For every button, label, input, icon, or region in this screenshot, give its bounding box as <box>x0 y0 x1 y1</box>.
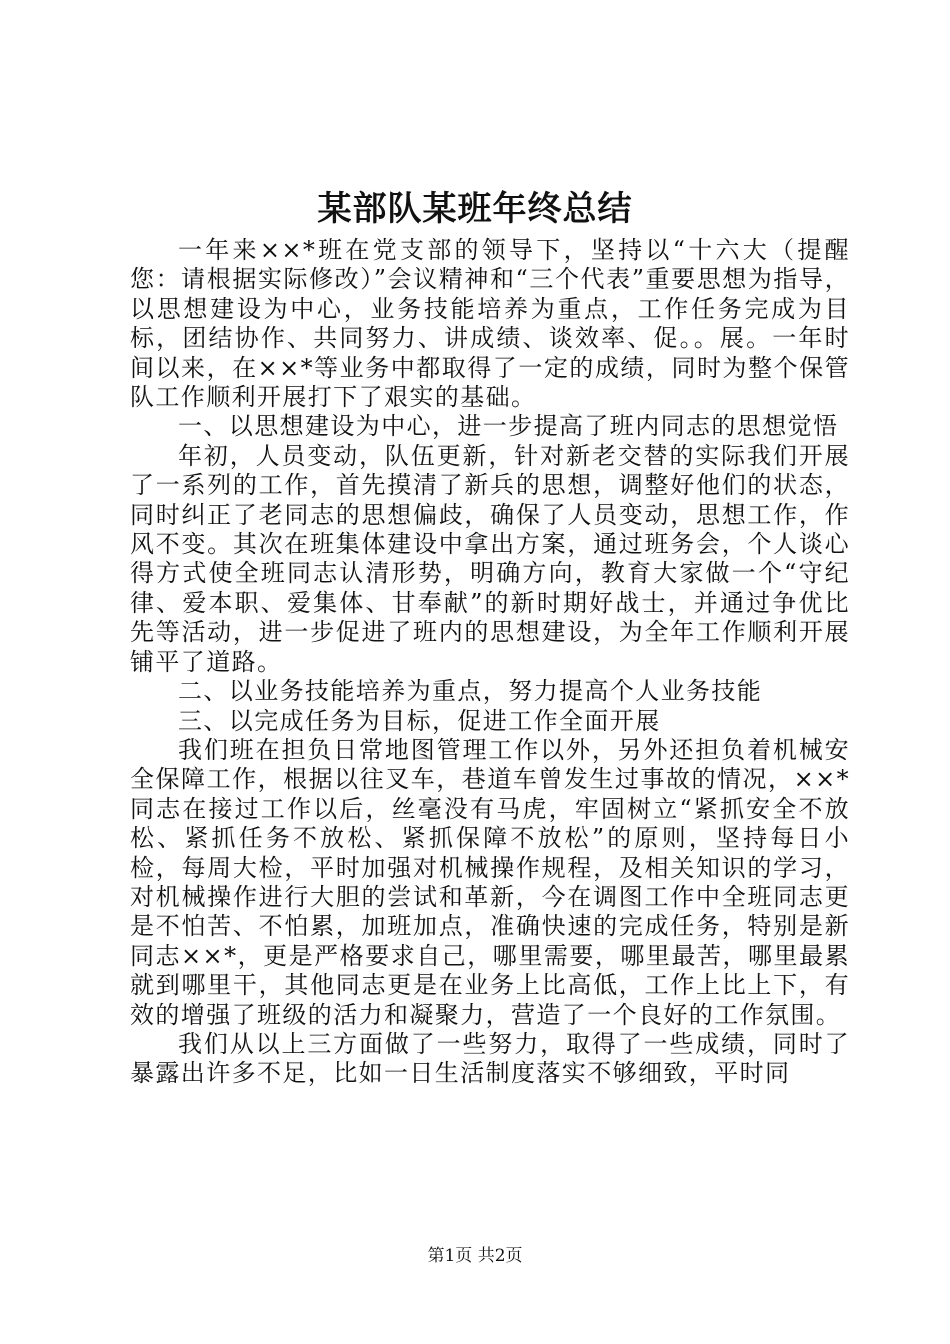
section-heading-1: 一、以思想建设为中心，进一步提高了班内同志的思想觉悟 <box>178 412 839 441</box>
section-heading-3: 三、以完成任务为目标，促进工作全面开展 <box>178 706 661 735</box>
page-number-footer: 第1页 共2页 <box>427 1246 523 1266</box>
section-heading-2: 二、以业务技能培养为重点，努力提高个人业务技能 <box>178 677 763 706</box>
paragraph-intro: 一年来××*班在党支部的领导下，坚持以“十六大（提醒您：请根据实际修改）”会议精神和“三个代表”重要思想为指导，以思想建设为中心，业务技能培养为重点，工作任务完成为目标，团结协作、共同努力、讲成绩、谈效率、促。。展。一年时间以来，在××*等业务中都取得了一定的成绩，同时为整个保管队工作顺利开展打下了艰实的基础。 <box>130 236 850 412</box>
paragraph-section-1: 年初，人员变动，队伍更新，针对新老交替的实际我们开展了一系列的工作，首先摸清了新兵的思想，调整好他们的状态，同时纠正了老同志的思想偏歧，确保了人员变动，思想工作，作风不变。其次在班集体建设中拿出方案，通过班务会，个人谈心得方式使全班同志认清形势，明确方向，教育大家做一个“守纪律、爱本职、爱集体、甘奉献”的新时期好战士，并通过争优比先等活动，进一步促进了班内的思想建设，为全年工作顺利开展铺平了道路。 <box>130 441 850 676</box>
paragraph-section-3: 我们班在担负日常地图管理工作以外，另外还担负着机械安全保障工作，根据以往叉车，巷道车曾发生过事故的情况，××*同志在接过工作以后，丝毫没有马虎，牢固树立“紧抓安全不放松、紧抓任务不放松、紧抓保障不放松”的原则，坚持每日小检，每周大检，平时加强对机械操作规程，及相关知识的学习，对机械操作进行大胆的尝试和革新，今在调图工作中全班同志更是不怕苦、不怕累，加班加点，准确快速的完成任务，特别是新同志××*，更是严格要求自己，哪里需要，哪里最苦，哪里最累就到哪里干，其他同志更是在业务上比高低，工作上比上下，有效的增强了班级的活力和凝聚力，营造了一个良好的工作氛围。 <box>130 735 850 1029</box>
paragraph-summary: 我们从以上三方面做了一些努力，取得了一些成绩，同时了暴露出许多不足，比如一日生活制度落实不够细致，平时同 <box>130 1029 850 1088</box>
document-title: 某部队某班年终总结 <box>317 189 633 229</box>
document-body <box>130 236 850 1089</box>
